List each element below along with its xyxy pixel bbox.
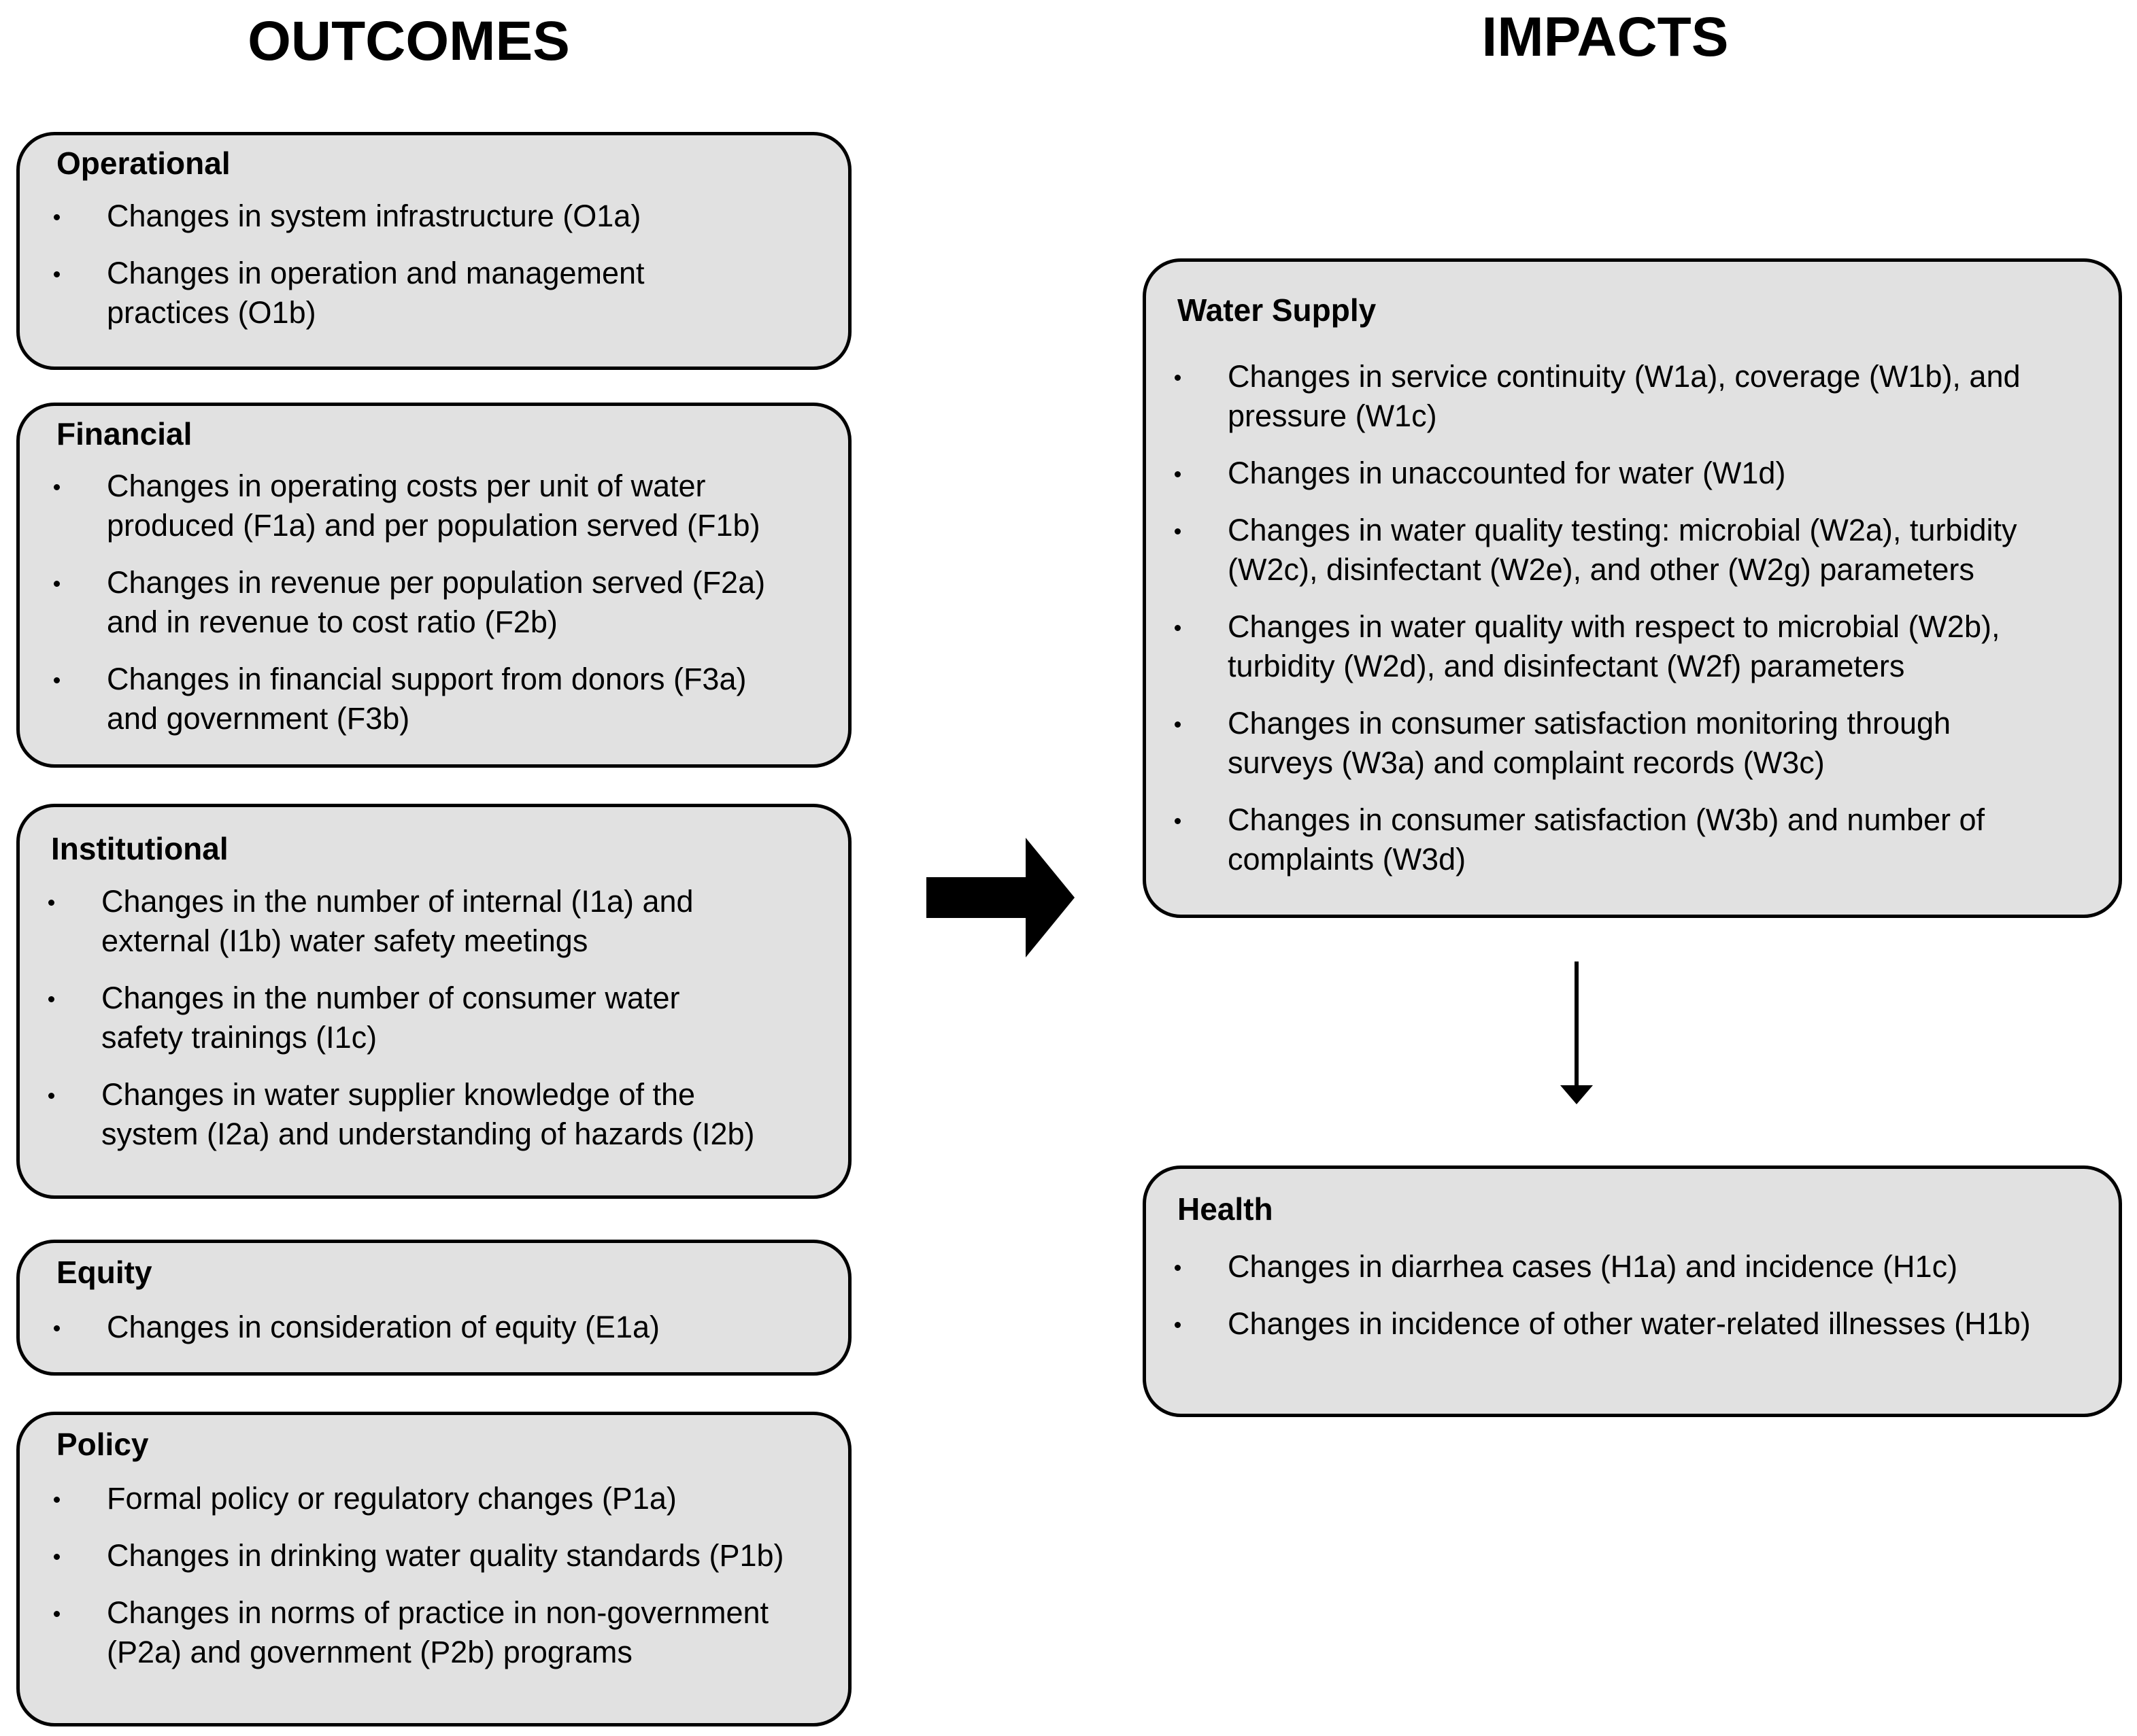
- water-supply-to-health-arrow-head: [1560, 1085, 1593, 1104]
- list-item: Changes in the number of internal (I1a) and external (I1b) water safety meetings: [14, 882, 755, 961]
- list-item: Formal policy or regulatory changes (P1a): [20, 1479, 784, 1518]
- list-item: Changes in consideration of equity (E1a): [20, 1308, 660, 1347]
- outcomes-title: OUTCOMES: [248, 10, 570, 72]
- equity-title: Equity: [56, 1255, 152, 1290]
- outcomes-to-impacts-arrow: [926, 838, 1075, 957]
- list-item: Changes in drinking water quality standards (P1b): [20, 1536, 784, 1576]
- list-item: Changes in incidence of other water-related illnesses (H1b): [1141, 1304, 2031, 1344]
- list-item: Changes in revenue per population served (F2a) and in revenue to cost ratio (F2b): [20, 563, 765, 642]
- list-item: Changes in unaccounted for water (W1d): [1141, 454, 2021, 493]
- list-item: Changes in water supplier knowledge of the system (I2a) and understanding of hazards (I2b): [14, 1075, 755, 1154]
- list-item: Changes in consumer satisfaction (W3b) and number of complaints (W3d): [1141, 800, 2021, 879]
- list-item: Changes in operation and management practices (O1b): [20, 254, 645, 333]
- list-item: Changes in norms of practice in non-government (P2a) and government (P2b) programs: [20, 1593, 784, 1672]
- impacts-title: IMPACTS: [1481, 6, 1729, 68]
- water-supply-title: Water Supply: [1177, 292, 1377, 328]
- health-title: Health: [1177, 1191, 1273, 1227]
- list-item: Changes in water quality with respect to microbial (W2b), turbidity (W2d), and disinfectant (W2f) parameters: [1141, 607, 2021, 686]
- list-item: Changes in operating costs per unit of water produced (F1a) and per population served (F1b): [20, 466, 765, 545]
- operational-title: Operational: [56, 146, 231, 181]
- list-item: Changes in the number of consumer water safety trainings (I1c): [14, 978, 755, 1057]
- list-item: Changes in financial support from donors (F3a) and government (F3b): [20, 660, 765, 738]
- list-item: Changes in service continuity (W1a), coverage (W1b), and pressure (W1c): [1141, 357, 2021, 436]
- list-item: Changes in system infrastructure (O1a): [20, 197, 645, 236]
- financial-title: Financial: [56, 416, 192, 452]
- policy-title: Policy: [56, 1427, 149, 1462]
- list-item: Changes in water quality testing: microbial (W2a), turbidity (W2c), disinfectant (W2e), and other (W2g) parameters: [1141, 511, 2021, 590]
- list-item: Changes in diarrhea cases (H1a) and incidence (H1c): [1141, 1247, 2031, 1287]
- institutional-title: Institutional: [51, 831, 229, 866]
- list-item: Changes in consumer satisfaction monitoring through surveys (W3a) and complaint records (W3c): [1141, 704, 2021, 783]
